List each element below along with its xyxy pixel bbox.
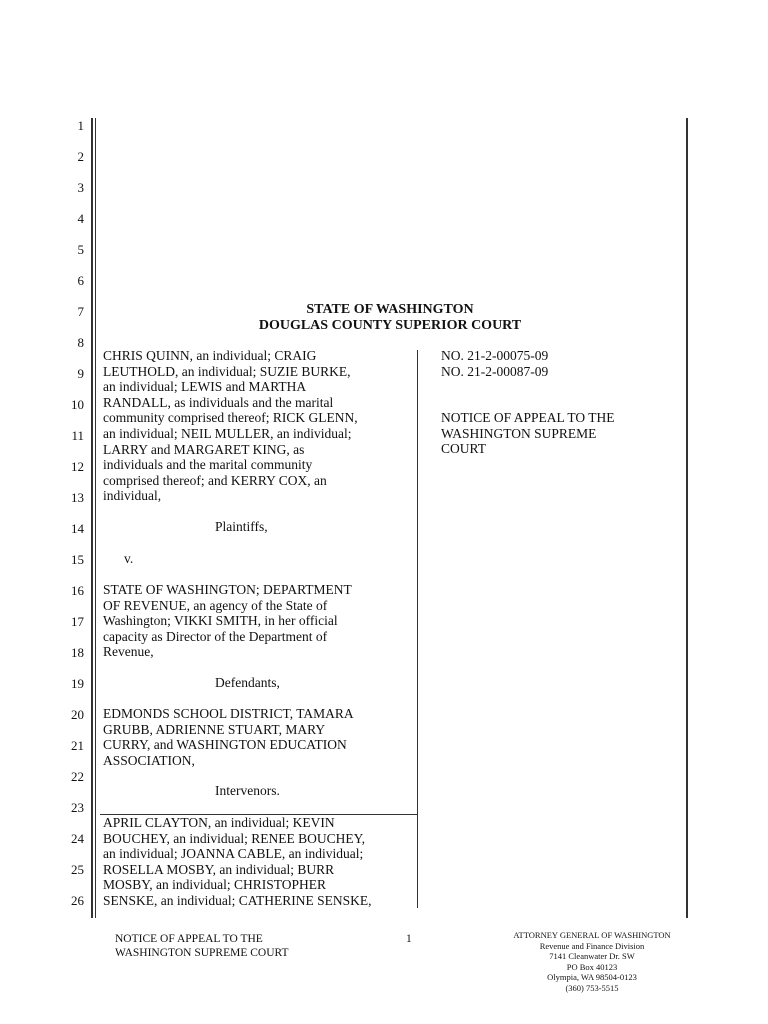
line-number: 22 [71,769,84,784]
caption-line: LARRY and MARGARET KING, as [103,441,305,457]
caption-line: an individual; JOANNA CABLE, an individual; [103,846,364,862]
line-number: 7 [77,304,84,319]
caption-vertical-divider [417,350,418,908]
line-number: 19 [71,676,84,691]
case-number: NO. 21-2-00087-09 [441,363,549,379]
caption-line: Revenue, [103,644,154,660]
line-number: 17 [71,614,84,629]
footer-title-line: WASHINGTON SUPREME COURT [115,947,289,959]
defendants-names [103,582,415,660]
case-numbers [441,348,548,379]
line-number: 23 [71,800,84,815]
footer-title [115,932,289,960]
plaintiffs-label: Plaintiffs, [215,519,268,534]
line-number: 10 [71,397,84,412]
caption-line: STATE OF WASHINGTON; DEPARTMENT [103,582,352,597]
caption-line: Washington; VIKKI SMITH, in her official [103,613,338,629]
document-title-line: COURT [441,441,486,457]
caption-line: individual, [103,488,162,504]
line-number: 20 [71,707,84,722]
line-number: 16 [71,583,84,598]
line-number: 24 [71,831,84,846]
right-margin-rule [686,118,688,918]
line-number: 26 [71,893,84,908]
caption-line: individuals and the marital community [103,457,313,473]
intervenors-label: Intervenors. [215,783,280,798]
attorney-general-block [488,930,696,994]
caption-line: BOUCHEY, an individual; RENEE BOUCHEY, [103,830,366,846]
office-line: Revenue and Finance Division [539,940,645,951]
office-line: (360) 753-5515 [565,982,619,993]
page-number: 1 [406,933,412,945]
line-number: 12 [71,459,84,474]
line-number: 11 [71,428,84,443]
line-number: 5 [77,242,84,257]
caption-line: capacity as Director of the Department of [103,628,328,644]
caption-line: an individual; LEWIS and MARTHA [103,379,307,395]
line-number: 14 [71,521,84,536]
caption-line: RANDALL, as individuals and the marital [103,394,334,410]
caption-line: ASSOCIATION, [103,752,195,768]
office-line: ATTORNEY GENERAL OF WASHINGTON [513,930,671,940]
document-title-line: NOTICE OF APPEAL TO THE [441,410,615,425]
caption-line: ROSELLA MOSBY, an individual; BURR [103,861,335,877]
document-title [441,410,615,457]
line-number: 13 [71,490,84,505]
caption-line: MOSBY, an individual; CHRISTOPHER [103,877,327,893]
office-line: PO Box 40123 [566,961,618,972]
caption-line: APRIL CLAYTON, an individual; KEVIN [103,815,335,830]
caption-line: comprised thereof; and KERRY COX, an [103,472,327,488]
line-number: 1 [77,118,84,133]
caption-line: GRUBB, ADRIENNE STUART, MARY [103,721,326,737]
intervenors-names [103,706,415,768]
line-number: 18 [71,645,84,660]
caption-line: EDMONDS SCHOOL DISTRICT, TAMARA [103,706,354,721]
document-title-line: WASHINGTON SUPREME [441,425,597,441]
office-line: 7141 Cleanwater Dr. SW [549,951,635,962]
line-number: 8 [77,335,84,350]
caption-line: SENSKE, an individual; CATHERINE SENSKE, [103,892,372,908]
court-name-line-2: DOUGLAS COUNTY SUPERIOR COURT [258,318,522,333]
line-number: 9 [77,366,84,381]
caption-line: community comprised thereof; RICK GLENN, [103,410,358,426]
second-caption-names [103,815,415,909]
versus-label: v. [124,551,134,566]
left-double-rule-outer [91,118,93,918]
line-number: 3 [77,180,84,195]
case-number: NO. 21-2-00075-09 [441,348,549,363]
left-double-rule-inner [95,118,97,918]
caption-line: OF REVENUE, an agency of the State of [103,597,328,613]
line-number: 6 [77,273,84,288]
plaintiffs-names [103,348,415,504]
office-line: Olympia, WA 98504-0123 [547,972,637,983]
caption-line: CURRY, and WASHINGTON EDUCATION [103,737,347,753]
caption-line: CHRIS QUINN, an individual; CRAIG [103,348,317,363]
caption-line: an individual; NEIL MULLER, an individual; [103,425,352,441]
footer-title-line: NOTICE OF APPEAL TO THE [115,933,263,945]
line-number: 21 [71,738,84,753]
defendants-label: Defendants, [215,675,280,690]
caption-line: LEUTHOLD, an individual; SUZIE BURKE, [103,363,351,379]
line-number: 15 [71,552,84,567]
line-number: 25 [71,862,84,877]
line-number: 4 [77,211,84,226]
court-name-line-1: STATE OF WASHINGTON [306,302,474,317]
line-number: 2 [77,149,84,164]
